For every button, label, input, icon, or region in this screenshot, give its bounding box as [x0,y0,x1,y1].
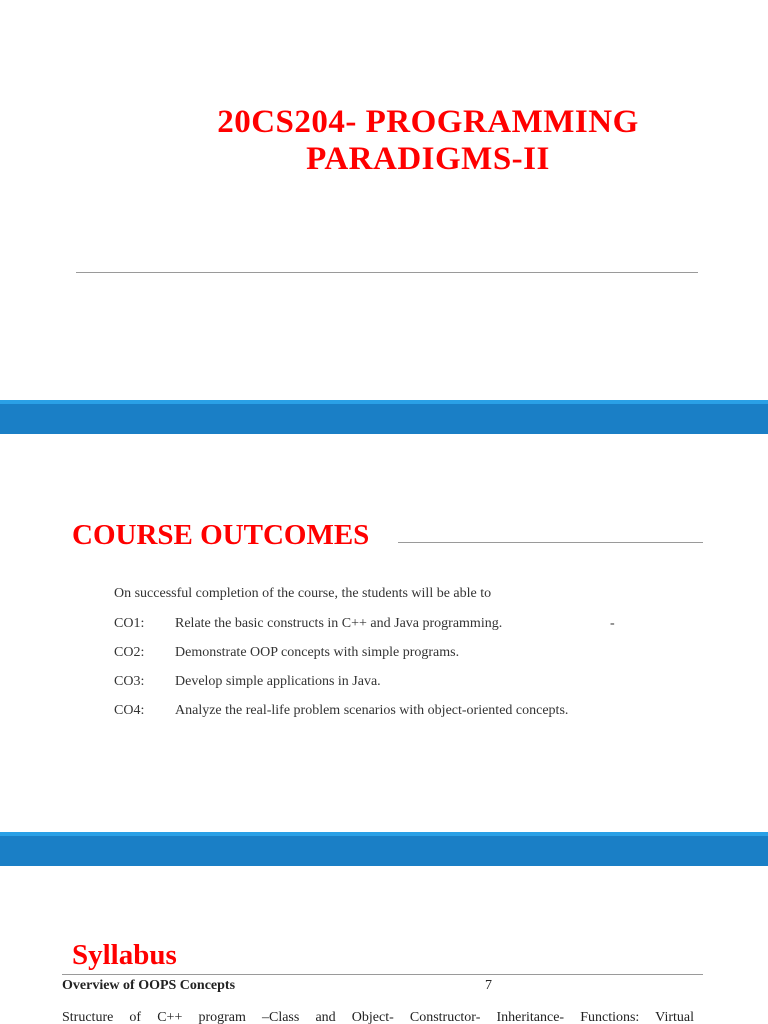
course-outcomes-rule [398,542,703,543]
course-outcomes-list [114,615,674,731]
outcome-text: Develop simple applications in Java. [175,674,381,689]
unit-title: Overview of OOPS Concepts [62,978,236,993]
title-divider-line [76,272,698,273]
list-item [114,615,674,644]
course-outcomes-heading: COURSE OUTCOMES [72,519,370,551]
course-title [0,104,768,178]
unit-hours: 7 [485,978,492,993]
slide-title [0,0,768,400]
outcome-code: CO1: [114,616,145,631]
list-item [114,673,674,702]
slide-separator-bar [0,400,768,434]
slide-separator-bar [0,832,768,866]
outcome-code: CO3: [114,674,145,689]
course-outcomes-intro: On successful completion of the course, the students will be able to [114,586,492,601]
outcome-code: CO4: [114,703,145,718]
outcome-mark: - [610,616,615,631]
syllabus-text: Structure of C++ program –Class and Object- Constructor- Inheritance- Functions: Virtual [62,1010,694,1024]
outcome-text: Analyze the real-life problem scenarios with object-oriented concepts. [175,703,569,718]
course-title-line-2: PARADIGMS-II [306,141,550,177]
outcome-code: CO2: [114,645,145,660]
course-title-line-1: 20CS204- PROGRAMMING [217,104,639,140]
outcome-text: Relate the basic constructs in C++ and Java programming. [175,616,503,631]
syllabus-rule [62,974,703,975]
outcome-text: Demonstrate OOP concepts with simple programs. [175,645,460,660]
slide-course-outcomes [0,434,768,832]
list-item [114,644,674,673]
syllabus-heading: Syllabus [72,939,177,971]
list-item [114,702,674,731]
slide-syllabus [0,866,768,1024]
